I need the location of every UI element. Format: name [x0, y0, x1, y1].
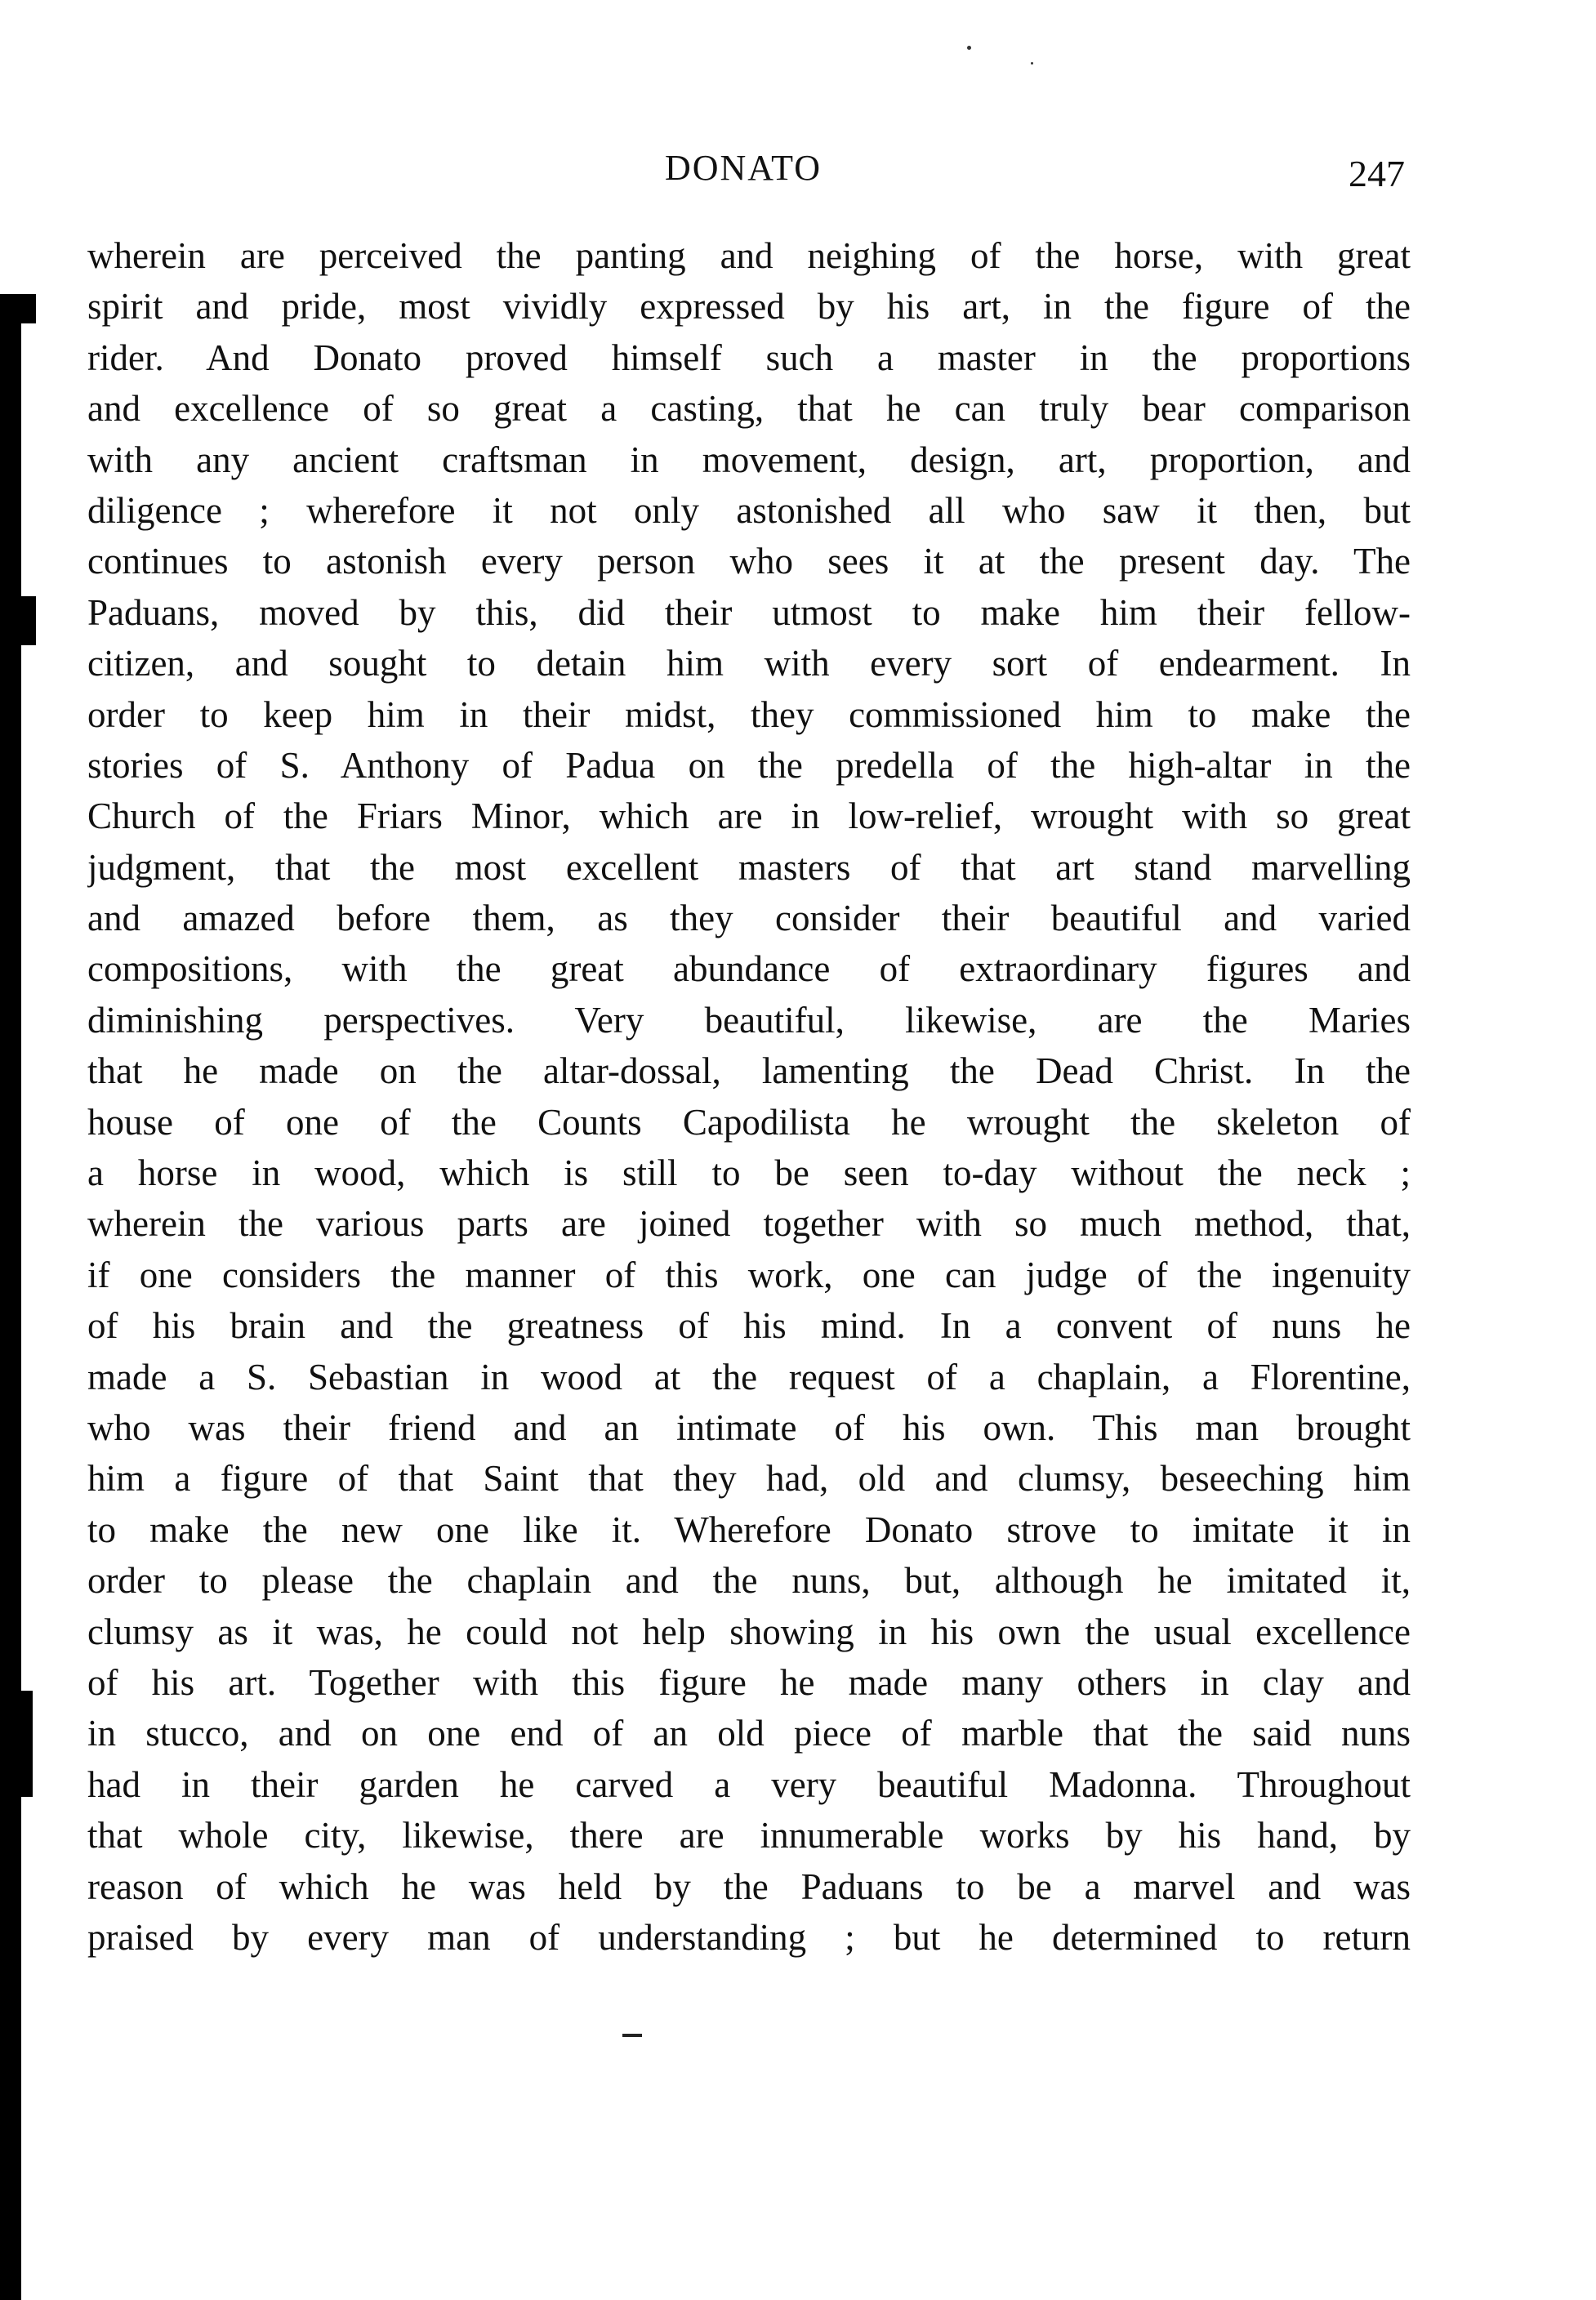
text-line: and amazed before them, as they consider their beautiful and varied [87, 898, 1411, 939]
text-line: him a figure of that Saint that they had, old and clumsy, beseeching him [87, 1458, 1411, 1500]
running-head: DONATO [664, 148, 823, 188]
text-line: who was their friend and an intimate of his own. This man brought [87, 1406, 1411, 1448]
text-line: continues to astonish every person who sees it at the present day. The [87, 541, 1411, 582]
text-line: compositions, with the great abundance of extraordinary figures and [87, 948, 1411, 990]
text-line: that he made on the altar-dossal, lamenting the Dead Christ. In the [87, 1050, 1411, 1092]
binding-shadow-mark [0, 294, 36, 323]
ink-speck [967, 46, 971, 50]
text-line: rider. And Donato proved himself such a master in the proportions [87, 337, 1411, 378]
text-line: and excellence of so great a casting, that he can truly bear comparison [87, 388, 1411, 430]
text-line: clumsy as it was, he could not help showing in his own the usual excellence [87, 1611, 1411, 1652]
text-line: to make the new one like it. Wherefore Donato strove to imitate it in [87, 1509, 1411, 1550]
text-line: with any ancient craftsman in movement, design, art, proportion, and [87, 439, 1411, 480]
text-line: a horse in wood, which is still to be seen to-day without the neck ; [87, 1152, 1411, 1194]
text-line: order to please the chaplain and the nuns, but, although he imitated it, [87, 1560, 1411, 1602]
text-line: made a S. Sebastian in wood at the request of a chaplain, a Florentine, [87, 1356, 1411, 1397]
text-line: that whole city, likewise, there are innumerable works by his hand, by [87, 1815, 1411, 1856]
text-line: spirit and pride, most vividly expressed by his art, in the figure of the [87, 286, 1411, 328]
text-line: wherein the various parts are joined together with so much method, that, [87, 1203, 1411, 1245]
page-number: 247 [1349, 153, 1405, 194]
text-line: Paduans, moved by this, did their utmost to make him their fellow- [87, 591, 1411, 633]
text-line: house of one of the Counts Capodilista he wrought the skeleton of [87, 1101, 1411, 1143]
text-line: judgment, that the most excellent masters of that art stand marvelling [87, 846, 1411, 888]
ink-speck [1031, 62, 1033, 65]
text-line: diligence ; wherefore it not only astonished all who saw it then, but [87, 489, 1411, 531]
text-line: wherein are perceived the panting and neighing of the horse, with great [87, 235, 1411, 276]
text-line: diminishing perspectives. Very beautiful, likewise, are the Maries [87, 999, 1411, 1041]
text-line: in stucco, and on one end of an old piece of marble that the said nuns [87, 1713, 1411, 1754]
text-line: stories of S. Anthony of Padua on the predella of the high-altar in the [87, 744, 1411, 786]
text-line: praised by every man of understanding ; but he determined to return [87, 1916, 1411, 1958]
text-line: Church of the Friars Minor, which are in low-relief, wrought with so great [87, 796, 1411, 837]
text-line: if one considers the manner of this work, one can judge of the ingenuity [87, 1254, 1411, 1295]
text-line: reason of which he was held by the Paduans to be a marvel and was [87, 1865, 1411, 1907]
page-header [82, 147, 1405, 204]
text-line: order to keep him in their midst, they commissioned him to make the [87, 693, 1411, 735]
text-line: of his brain and the greatness of his mind. In a convent of nuns he [87, 1305, 1411, 1347]
text-line: citizen, and sought to detain him with every sort of endearment. In [87, 643, 1411, 684]
text-line: of his art. Together with this figure he made many others in clay and [87, 1661, 1411, 1703]
text-line: had in their garden he carved a very beautiful Madonna. Throughout [87, 1763, 1411, 1805]
binding-shadow-mark [0, 596, 36, 645]
binding-shadow-mark [0, 1691, 33, 1797]
signature-mark [622, 2034, 642, 2037]
body-paragraph [87, 230, 1411, 1963]
